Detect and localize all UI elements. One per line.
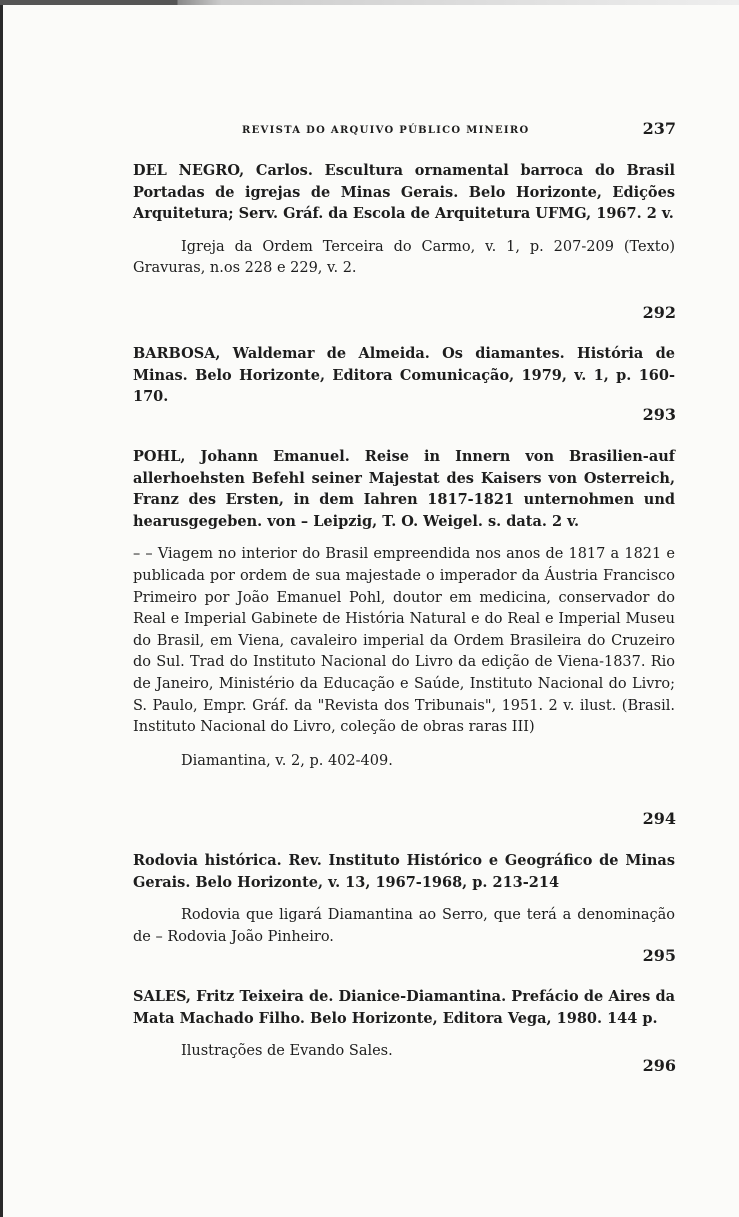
entry-note: Rodovia que ligará Diamantina ao Serro, que terá a denominação de – Rodovia João Pinheiro.: [133, 907, 675, 945]
entry-number: 296: [642, 1056, 676, 1075]
entry-reference: POHL, Johann Emanuel. Reise in Innern von Brasilien-auf allerhoehsten Befehl seiner Majestat des Kaisers von Osterreich, Franz des Ersten, in dem Iahren 1817-1821 unternohmen und hearusgegeben. von – Leipzig, T. O. Weigel. s. data. 2 v.: [133, 448, 675, 530]
entry-translation: – – Viagem no interior do Brasil empreendida nos anos de 1817 a 1821 e publicada por ordem de sua majestade o imperador da Áustria Francisco Primeiro por João Emanuel Pohl, doutor em medicina, conservador do Real e Imperial Gabinete de História Natural e do Real e Imperial Museu do Brasil, em Viena, cavaleiro imperial da Ordem Brasileira do Cruzeiro do Sul. Trad do Instituto Nacional do Livro da edição de Viena-1837. Rio de Janeiro, Ministério da Educação e Saúde, Instituto Nacional do Livro; S. Paulo, Empr. Gráf. da "Revista dos Tribunais", 1951. 2 v. ilust. (Brasil. Instituto Nacional do Livro, coleção de obras raras III): [133, 546, 675, 736]
scan-edge-top: [0, 0, 739, 5]
bibliography-entry: [133, 160, 675, 280]
entry-number: 294: [642, 809, 676, 828]
bibliography-entry: [133, 343, 675, 408]
entry-reference: BARBOSA, Waldemar de Almeida. Os diamantes. História de Minas. Belo Horizonte, Editora Comunicação, 1979, v. 1, p. 160-170.: [133, 345, 675, 406]
entry-note: Ilustrações de Evando Sales.: [181, 1043, 393, 1060]
bibliography-entry: [133, 986, 675, 1063]
entry-number: 293: [642, 405, 676, 424]
entry-note: Igreja da Ordem Terceira do Carmo, v. 1, p. 207-209 (Texto) Gravuras, n.os 228 e 229, v. 2.: [133, 238, 675, 277]
running-title: REVISTA DO ARQUIVO PÚBLICO MINEIRO: [242, 125, 530, 136]
scan-edge-left: [0, 0, 3, 1217]
entry-reference: DEL NEGRO, Carlos. Escultura ornamental barroca do Brasil Portadas de igrejas de Minas Gerais. Belo Horizonte, Edições Arquitetura; Serv. Gráf. da Escola de Arquitetura UFMG, 1967. 2 v.: [133, 162, 675, 223]
page-number: 237: [642, 119, 676, 138]
entry-number: 295: [642, 946, 676, 965]
entry-reference: Rodovia histórica. Rev. Instituto Histórico e Geográfico de Minas Gerais. Belo Horizonte, v. 13, 1967-1968, p. 213-214: [133, 852, 675, 891]
bibliography-entry: [133, 850, 675, 948]
entry-reference: SALES, Fritz Teixeira de. Dianice-Diamantina. Prefácio de Aires da Mata Machado Filho. Belo Horizonte, Editora Vega, 1980. 144 p.: [133, 988, 675, 1027]
bibliography-entry: [133, 446, 675, 772]
entry-number: 292: [642, 303, 676, 322]
entry-note: Diamantina, v. 2, p. 402-409.: [181, 752, 393, 769]
